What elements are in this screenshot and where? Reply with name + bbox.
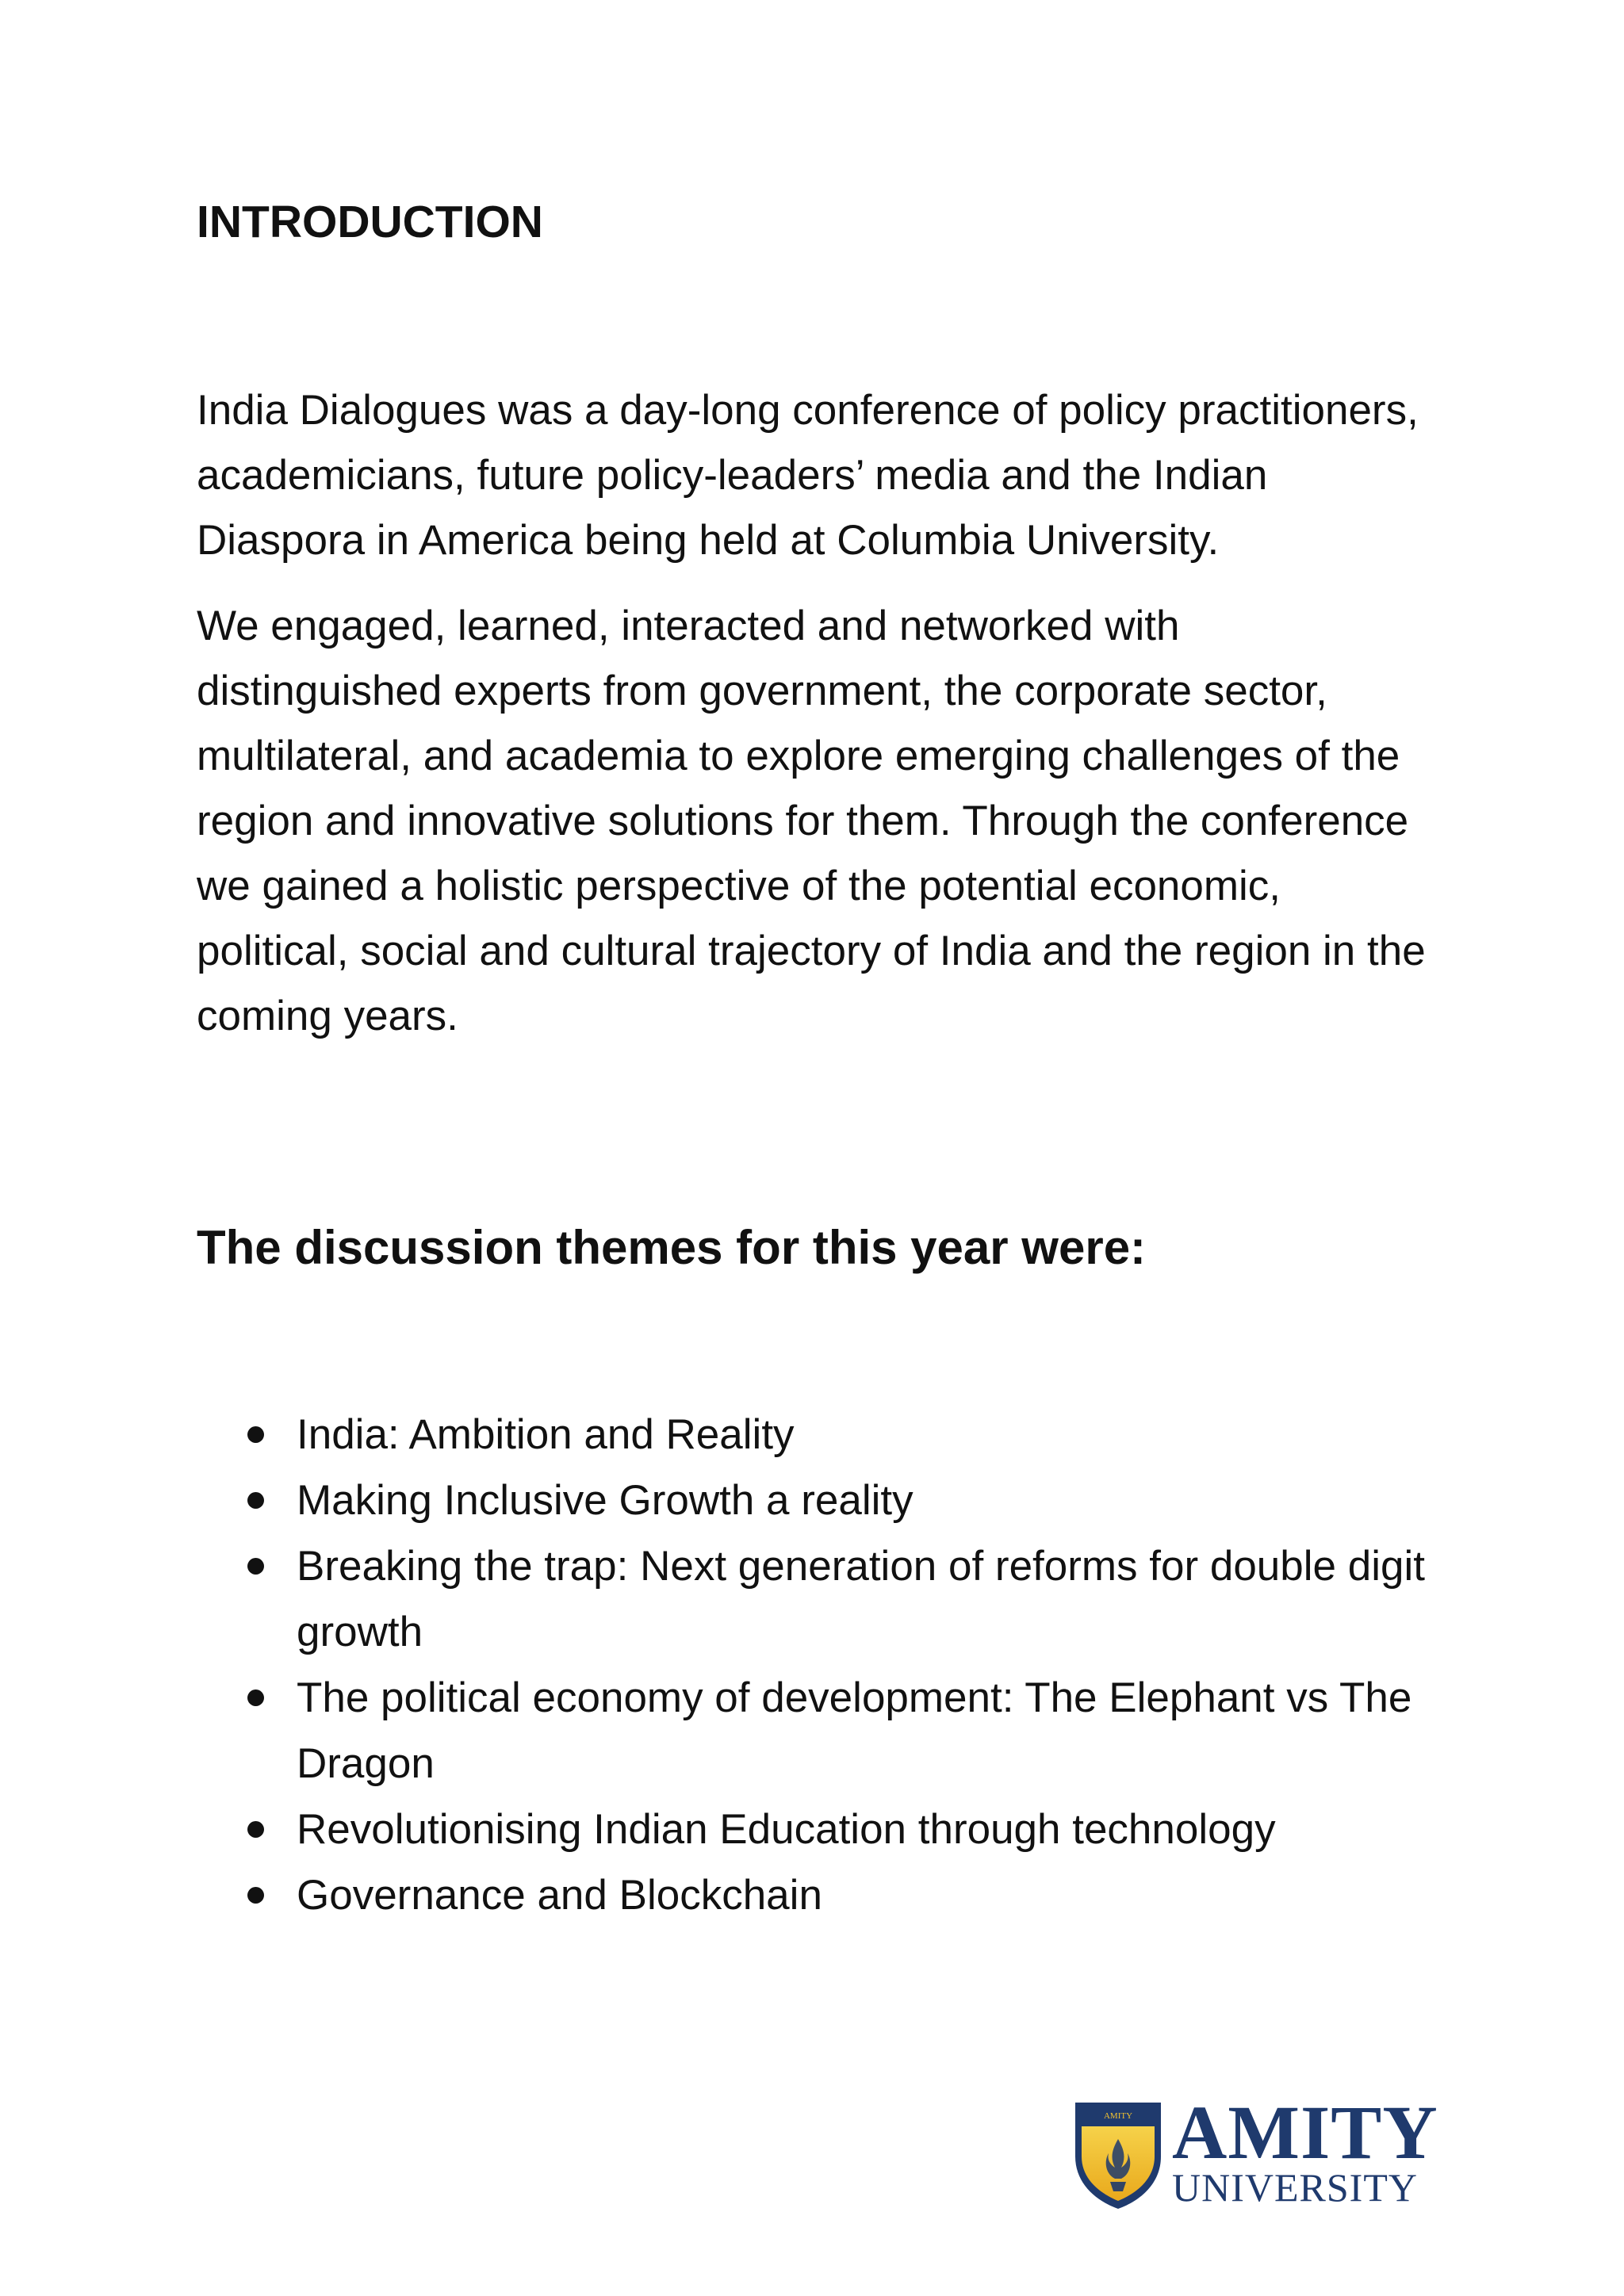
- theme-item-label: The political economy of development: The Elephant vs The Dragon: [297, 1674, 1412, 1787]
- intro-paragraph-1: India Dialogues was a day-long conference of policy practitioners, academicians, future policy-leaders’ media and the Indian Diaspora in America being held at Columbia University.: [197, 387, 1419, 564]
- theme-item-label: Breaking the trap: Next generation of reforms for double digit growth: [297, 1543, 1425, 1655]
- amity-crest-icon: [1071, 2095, 1166, 2210]
- theme-item: [197, 1402, 1434, 1468]
- bullet-icon: [247, 1558, 264, 1575]
- logo-word-amity: AMITY: [1172, 2090, 1438, 2175]
- logo-wordmark: [1172, 2090, 1438, 2210]
- bullet-icon: [247, 1492, 264, 1509]
- theme-item: [197, 1797, 1434, 1862]
- intro-section: [197, 378, 1434, 1049]
- theme-item-label: Making Inclusive Growth a reality: [297, 1477, 914, 1524]
- theme-item-label: Governance and Blockchain: [297, 1872, 822, 1919]
- bullet-icon: [247, 1887, 264, 1904]
- themes-heading: The discussion themes for this year were:: [197, 1221, 1147, 1274]
- theme-item: [197, 1533, 1434, 1665]
- logo-word-university: UNIVERSITY: [1172, 2165, 1418, 2210]
- bullet-icon: [247, 1821, 264, 1838]
- themes-list: [197, 1402, 1434, 1928]
- theme-item-label: India: Ambition and Reality: [297, 1411, 795, 1458]
- theme-item: [197, 1862, 1434, 1928]
- amity-university-logo: [1071, 2090, 1438, 2212]
- intro-paragraph-2: We engaged, learned, interacted and networked with distinguished experts from government, the corporate sector, multilateral, and academia to explore emerging challenges of the region and innovative solutions for them. Through the conference we gained a holistic perspective of the potential economic, political, social and cultural trajectory of India and the region in the coming years.: [197, 603, 1426, 1039]
- crest-label: AMITY: [1103, 2111, 1133, 2121]
- page-title: INTRODUCTION: [197, 197, 543, 247]
- bullet-icon: [247, 1426, 264, 1443]
- theme-item-label: Revolutionising Indian Education through technology: [297, 1806, 1276, 1853]
- theme-item: [197, 1665, 1434, 1797]
- theme-item: [197, 1468, 1434, 1533]
- bullet-icon: [247, 1689, 264, 1706]
